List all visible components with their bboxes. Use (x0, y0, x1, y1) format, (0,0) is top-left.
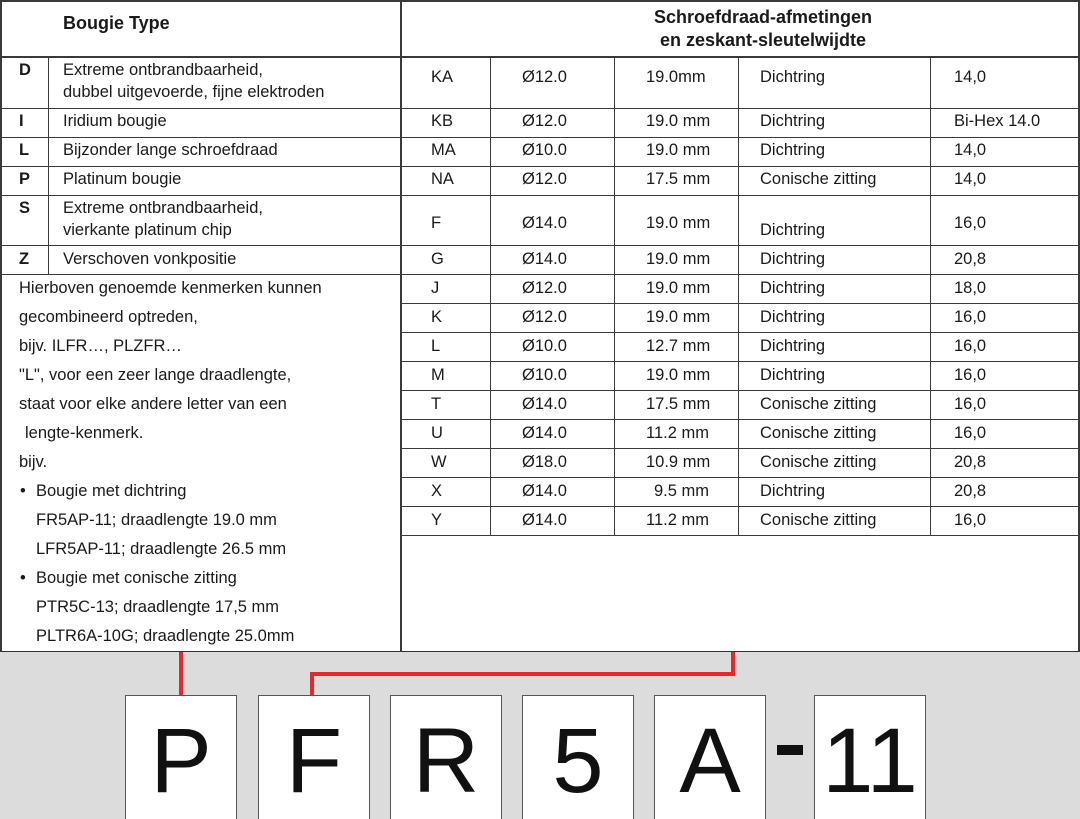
thread-diameter: Ø14.0 (522, 395, 567, 413)
thread-diameter: Ø12.0 (522, 308, 567, 326)
thread-length: 19.0 mm (646, 366, 711, 384)
thread-length: 9.5 mm (654, 482, 710, 500)
code-dash (777, 745, 803, 755)
thread-length: 19.0 mm (646, 214, 711, 232)
note-line: Hierboven genoemde kenmerken kunnen (19, 279, 322, 297)
seat-type: Dichtring (760, 141, 826, 159)
hex-size: 16,0 (954, 424, 987, 442)
thread-code: J (431, 279, 440, 297)
type-code-z: Z (19, 250, 30, 268)
seat-type: Dichtring (760, 112, 826, 130)
seat-type: Conische zitting (760, 395, 877, 413)
bougie-type-header: Bougie Type (63, 13, 170, 33)
seat-type: Dichtring (760, 68, 826, 86)
thread-diameter: Ø18.0 (522, 453, 567, 471)
thread-code: W (431, 453, 447, 471)
thread-diameter: Ø14.0 (522, 214, 567, 232)
thread-diameter: Ø10.0 (522, 141, 567, 159)
note-line: Bougie met conische zitting (36, 569, 237, 587)
thread-code: MA (431, 141, 456, 159)
seat-type: Dichtring (760, 337, 826, 355)
note-line: gecombineerd optreden, (19, 308, 198, 326)
hex-size: 20,8 (954, 453, 987, 471)
hex-size: 20,8 (954, 482, 987, 500)
bullet-icon: • (20, 482, 26, 500)
thread-length: 17.5 mm (646, 395, 711, 413)
thread-dimensions-header: Schroefdraad-afmetingen en zeskant-sleutelwijdte (653, 7, 873, 50)
type-code-d: D (19, 61, 31, 79)
thread-diameter: Ø10.0 (522, 337, 567, 355)
connector-line-thread (310, 672, 314, 696)
seat-type: Dichtring (760, 221, 826, 239)
seat-type: Conische zitting (760, 453, 877, 471)
type-desc-p: Platinum bougie (63, 170, 182, 188)
seat-type: Dichtring (760, 279, 826, 297)
note-line: "L", voor een zeer lange draadlengte, (19, 366, 292, 384)
hex-size: 14,0 (954, 68, 987, 86)
thread-diameter: Ø12.0 (522, 68, 567, 86)
hex-size: 16,0 (954, 366, 987, 384)
seat-type: Dichtring (760, 308, 826, 326)
note-line: LFR5AP-11; draadlengte 26.5 mm (36, 540, 287, 558)
thread-code: X (431, 482, 443, 500)
thread-code: F (431, 214, 442, 232)
code-box-heat-range: 5 (522, 695, 634, 819)
connector-line-thread (310, 672, 735, 676)
bullet-icon: • (20, 569, 26, 587)
thread-length: 17.5 mm (646, 170, 711, 188)
note-line: staat voor elke andere letter van een (19, 395, 287, 413)
thread-diameter: Ø14.0 (522, 511, 567, 529)
thread-diameter: Ø14.0 (522, 424, 567, 442)
seat-type: Conische zitting (760, 424, 877, 442)
code-box-type: P (125, 695, 237, 819)
thread-length: 19.0 mm (646, 308, 711, 326)
thread-code: L (431, 337, 441, 355)
thread-code: U (431, 424, 443, 442)
thread-diameter: Ø12.0 (522, 112, 567, 130)
code-box-thread: F (258, 695, 370, 819)
hex-size: 16,0 (954, 337, 987, 355)
connector-line-type (179, 652, 183, 696)
hex-size: 14,0 (954, 141, 987, 159)
hex-size: 14,0 (954, 170, 987, 188)
thread-length: 11.2 mm (646, 511, 709, 529)
code-box-construction: R (390, 695, 502, 819)
thread-code: Y (431, 511, 443, 529)
thread-length: 19.0 mm (646, 141, 711, 159)
thread-diameter: Ø14.0 (522, 250, 567, 268)
thread-code: KA (431, 68, 454, 86)
thread-diameter: Ø12.0 (522, 279, 567, 297)
seat-type: Dichtring (760, 366, 826, 384)
note-line: bijv. ILFR…, PLZFR… (19, 337, 182, 355)
hex-size: Bi-Hex 14.0 (954, 112, 1041, 130)
hex-size: 16,0 (954, 511, 987, 529)
type-desc-s: Extreme ontbrandbaarheid, vierkante platinum chip (63, 199, 263, 239)
thread-diameter: Ø12.0 (522, 170, 567, 188)
thread-code: K (431, 308, 443, 326)
code-box-reach: A (654, 695, 766, 819)
hex-size: 18,0 (954, 279, 987, 297)
thread-length: 19.0 mm (646, 279, 711, 297)
thread-length: 10.9 mm (646, 453, 711, 471)
thread-length: 19.0 mm (646, 112, 711, 130)
note-line: FR5AP-11; draadlengte 19.0 mm (36, 511, 277, 529)
note-line: PTR5C-13; draadlengte 17,5 mm (36, 598, 280, 616)
seat-type: Dichtring (760, 482, 826, 500)
thread-diameter: Ø10.0 (522, 366, 567, 384)
note-line: PLTR6A-10G; draadlengte 25.0mm (36, 627, 295, 645)
type-desc-i: Iridium bougie (63, 112, 167, 130)
type-code-l: L (19, 141, 30, 159)
thread-code: T (431, 395, 442, 413)
note-line: bijv. (19, 453, 48, 471)
hex-size: 16,0 (954, 308, 987, 326)
seat-type: Dichtring (760, 250, 826, 268)
thread-code: M (431, 366, 445, 384)
type-code-i: I (19, 112, 24, 130)
type-desc-l: Bijzonder lange schroefdraad (63, 141, 278, 159)
type-desc-z: Verschoven vonkpositie (63, 250, 237, 268)
hex-size: 16,0 (954, 214, 987, 232)
thread-diameter: Ø14.0 (522, 482, 567, 500)
note-line: lengte-kenmerk. (25, 424, 144, 442)
hex-size: 16,0 (954, 395, 987, 413)
thread-length: 19.0 mm (646, 250, 711, 268)
seat-type: Conische zitting (760, 511, 877, 529)
thread-length: 19.0mm (646, 68, 706, 86)
thread-length: 11.2 mm (646, 424, 709, 442)
type-code-p: P (19, 170, 31, 188)
code-box-gap: 11 (814, 695, 926, 819)
seat-type: Conische zitting (760, 170, 877, 188)
thread-code: KB (431, 112, 454, 130)
thread-code: G (431, 250, 444, 268)
thread-length: 12.7 mm (646, 337, 711, 355)
type-desc-d: Extreme ontbrandbaarheid, dubbel uitgevoerde, fijne elektroden (63, 61, 325, 101)
hex-size: 20,8 (954, 250, 987, 268)
thread-code: NA (431, 170, 454, 188)
type-code-s: S (19, 199, 31, 217)
note-line: Bougie met dichtring (36, 482, 187, 500)
